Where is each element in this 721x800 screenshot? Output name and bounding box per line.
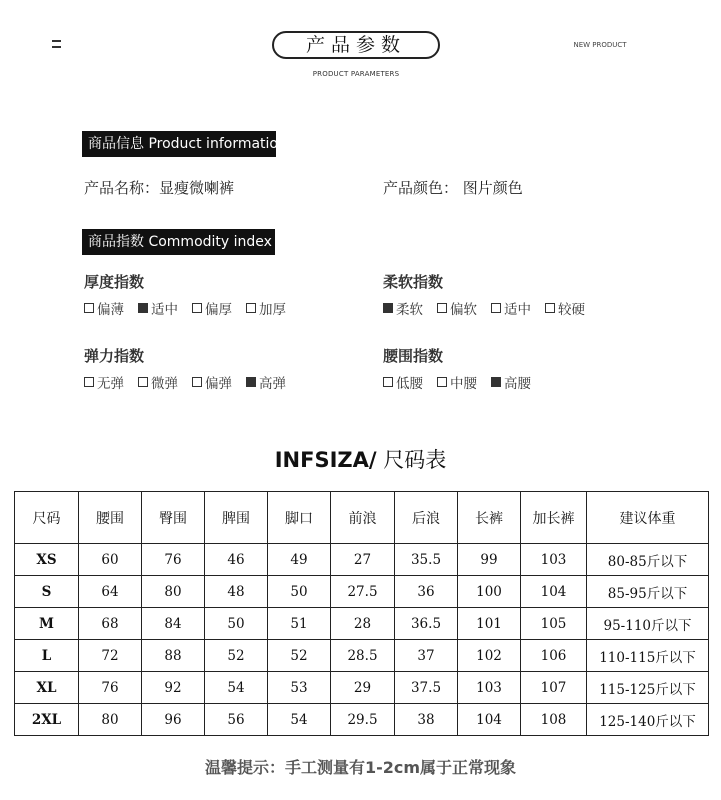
- table-cell: 80-85斤以下: [587, 544, 709, 576]
- index-option-label: 低腰: [396, 376, 423, 392]
- table-cell: 80: [79, 704, 142, 736]
- size-chart-brand: INFSIZA/: [274, 448, 377, 472]
- index-option-label: 高腰: [504, 376, 531, 392]
- table-row: [15, 608, 709, 640]
- table-row: [15, 672, 709, 704]
- table-cell: 105: [521, 608, 587, 640]
- size-chart-table: [14, 491, 709, 736]
- table-cell: 102: [458, 640, 521, 672]
- column-header: 加长裤: [521, 492, 587, 544]
- table-cell: 49: [268, 544, 331, 576]
- index-option: [437, 372, 477, 392]
- table-cell: XS: [15, 544, 79, 576]
- softness-index-title: 柔软指数: [383, 273, 444, 291]
- size-chart-header-row: [15, 492, 709, 544]
- index-option: [138, 372, 178, 392]
- commodity-index-section-label: 商品指数 Commodity index: [82, 229, 275, 255]
- elasticity-index-title: 弹力指数: [84, 347, 145, 365]
- unchecked-box-icon: [192, 377, 202, 387]
- column-header: 脾围: [205, 492, 268, 544]
- table-cell: 50: [205, 608, 268, 640]
- table-cell: 38: [395, 704, 458, 736]
- product-color: 产品颜色： 图片颜色: [383, 179, 523, 197]
- page-subtitle: PRODUCT PARAMETERS: [312, 70, 400, 78]
- index-option: [192, 298, 232, 318]
- new-product-label: NEW PRODUCT: [573, 41, 627, 49]
- table-cell: 76: [142, 544, 205, 576]
- measurement-tip: 温馨提示：手工测量有1-2cm属于正常现象: [204, 758, 517, 777]
- unchecked-box-icon: [246, 303, 256, 313]
- unchecked-box-icon: [437, 377, 447, 387]
- unchecked-box-icon: [437, 303, 447, 313]
- table-cell: 56: [205, 704, 268, 736]
- table-cell: 64: [79, 576, 142, 608]
- table-cell: 106: [521, 640, 587, 672]
- product-info-section-label: 商品信息 Product information: [82, 131, 276, 157]
- table-cell: 125-140斤以下: [587, 704, 709, 736]
- table-cell: 108: [521, 704, 587, 736]
- table-cell: XL: [15, 672, 79, 704]
- table-row: [15, 704, 709, 736]
- unchecked-box-icon: [192, 303, 202, 313]
- waist-index-options: [383, 372, 531, 392]
- index-option: [192, 372, 232, 392]
- table-cell: 103: [458, 672, 521, 704]
- column-header: 建议体重: [587, 492, 709, 544]
- index-option: [84, 372, 124, 392]
- checked-box-icon: [383, 303, 393, 313]
- table-cell: 84: [142, 608, 205, 640]
- index-option: [383, 372, 423, 392]
- table-row: [15, 544, 709, 576]
- index-option: [84, 298, 124, 318]
- unchecked-box-icon: [84, 377, 94, 387]
- thickness-index-title: 厚度指数: [84, 273, 145, 291]
- index-option-label: 柔软: [396, 302, 423, 318]
- table-cell: 107: [521, 672, 587, 704]
- table-cell: 85-95斤以下: [587, 576, 709, 608]
- index-option-label: 中腰: [450, 376, 477, 392]
- index-option-label: 加厚: [259, 302, 286, 318]
- index-option: [491, 372, 531, 392]
- index-option: [246, 372, 286, 392]
- column-header: 臀围: [142, 492, 205, 544]
- table-cell: 46: [205, 544, 268, 576]
- checked-box-icon: [491, 377, 501, 387]
- checked-box-icon: [246, 377, 256, 387]
- table-cell: 68: [79, 608, 142, 640]
- column-header: 尺码: [15, 492, 79, 544]
- table-cell: 53: [268, 672, 331, 704]
- table-cell: 36: [395, 576, 458, 608]
- index-option-label: 适中: [151, 302, 178, 318]
- table-cell: 37.5: [395, 672, 458, 704]
- index-option-label: 偏软: [450, 302, 477, 318]
- index-option-label: 适中: [504, 302, 531, 318]
- unchecked-box-icon: [491, 303, 501, 313]
- table-cell: 80: [142, 576, 205, 608]
- table-cell: S: [15, 576, 79, 608]
- table-cell: 115-125斤以下: [587, 672, 709, 704]
- unchecked-box-icon: [84, 303, 94, 313]
- table-cell: 95-110斤以下: [587, 608, 709, 640]
- size-chart-title: 尺码表: [376, 448, 447, 472]
- table-cell: 92: [142, 672, 205, 704]
- table-cell: L: [15, 640, 79, 672]
- table-cell: 103: [521, 544, 587, 576]
- table-cell: 88: [142, 640, 205, 672]
- index-option: [491, 298, 531, 318]
- index-option-label: 偏厚: [205, 302, 232, 318]
- unchecked-box-icon: [383, 377, 393, 387]
- unchecked-box-icon: [138, 377, 148, 387]
- table-cell: 29.5: [331, 704, 395, 736]
- table-cell: 28: [331, 608, 395, 640]
- table-cell: 72: [79, 640, 142, 672]
- table-cell: M: [15, 608, 79, 640]
- index-option-label: 无弹: [97, 376, 124, 392]
- column-header: 脚口: [268, 492, 331, 544]
- table-cell: 36.5: [395, 608, 458, 640]
- table-cell: 50: [268, 576, 331, 608]
- page-title: 产品参数: [272, 31, 440, 59]
- index-option: [383, 298, 423, 318]
- index-option: [246, 298, 286, 318]
- table-cell: 48: [205, 576, 268, 608]
- table-cell: 110-115斤以下: [587, 640, 709, 672]
- table-cell: 52: [268, 640, 331, 672]
- table-row: [15, 576, 709, 608]
- softness-index-options: [383, 298, 585, 318]
- table-cell: 27: [331, 544, 395, 576]
- table-cell: 51: [268, 608, 331, 640]
- table-cell: 52: [205, 640, 268, 672]
- index-option-label: 偏薄: [97, 302, 124, 318]
- column-header: 后浪: [395, 492, 458, 544]
- table-cell: 76: [79, 672, 142, 704]
- elasticity-index-options: [84, 372, 286, 392]
- table-cell: 96: [142, 704, 205, 736]
- index-option-label: 较硬: [558, 302, 585, 318]
- table-cell: 29: [331, 672, 395, 704]
- index-option: [545, 298, 585, 318]
- column-header: 腰围: [79, 492, 142, 544]
- checked-box-icon: [138, 303, 148, 313]
- table-cell: 104: [521, 576, 587, 608]
- column-header: 长裤: [458, 492, 521, 544]
- table-cell: 60: [79, 544, 142, 576]
- index-option-label: 高弹: [259, 376, 286, 392]
- table-cell: 101: [458, 608, 521, 640]
- table-cell: 104: [458, 704, 521, 736]
- table-cell: 28.5: [331, 640, 395, 672]
- waist-index-title: 腰围指数: [383, 347, 444, 365]
- index-option-label: 微弹: [151, 376, 178, 392]
- table-cell: 2XL: [15, 704, 79, 736]
- size-chart-heading: [0, 444, 721, 474]
- table-cell: 54: [205, 672, 268, 704]
- table-cell: 27.5: [331, 576, 395, 608]
- table-cell: 37: [395, 640, 458, 672]
- table-row: [15, 640, 709, 672]
- index-option: [138, 298, 178, 318]
- column-header: 前浪: [331, 492, 395, 544]
- size-chart-body: [15, 544, 709, 736]
- index-option: [437, 298, 477, 318]
- table-cell: 54: [268, 704, 331, 736]
- menu-icon[interactable]: [52, 40, 61, 48]
- thickness-index-options: [84, 298, 286, 318]
- table-cell: 100: [458, 576, 521, 608]
- index-option-label: 偏弹: [205, 376, 232, 392]
- unchecked-box-icon: [545, 303, 555, 313]
- table-cell: 99: [458, 544, 521, 576]
- product-name: 产品名称：显瘦微喇裤: [84, 179, 235, 197]
- table-cell: 35.5: [395, 544, 458, 576]
